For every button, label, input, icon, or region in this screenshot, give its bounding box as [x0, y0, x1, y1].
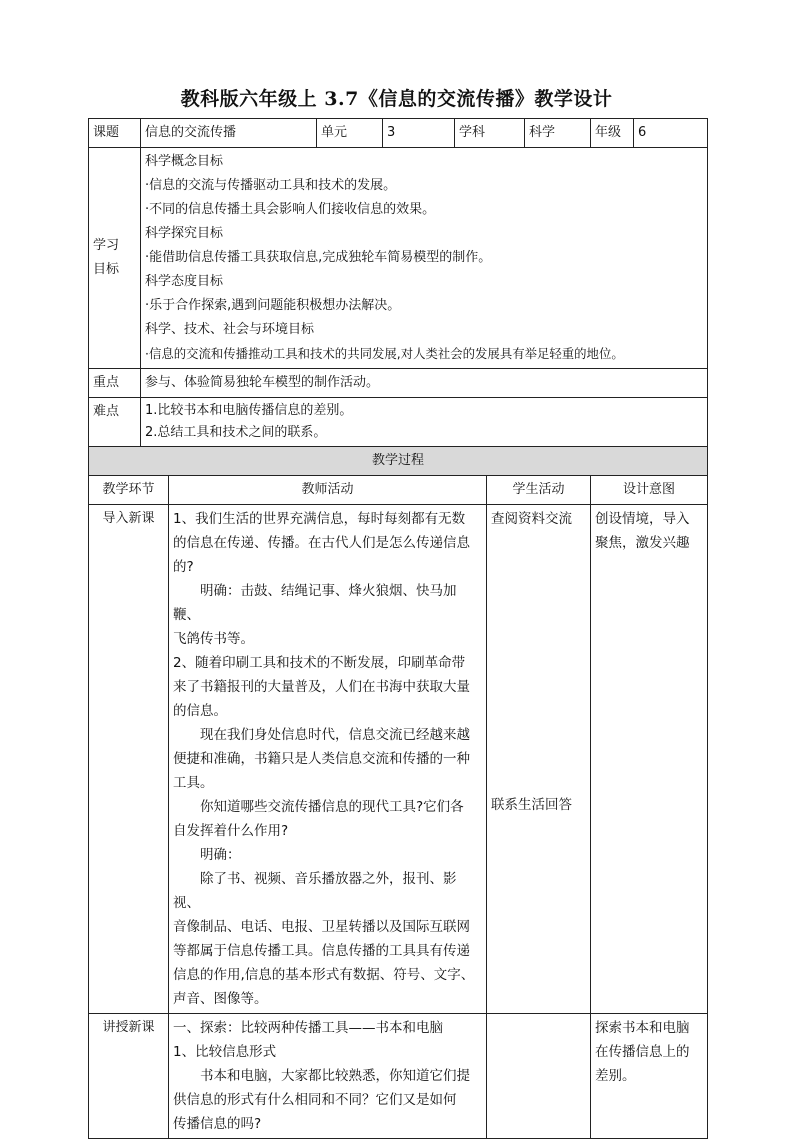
- design-line: 创设情境，导入: [595, 511, 690, 527]
- objective-line: ·信息的交流和传播推动工具和技术的共同发展,对人类社会的发展具有举足轻重的地位。: [145, 346, 624, 361]
- subject-value: 科学: [525, 119, 591, 148]
- intro-row: [89, 505, 708, 1014]
- objectives-label: [89, 148, 141, 369]
- teacher-line: 的信息在传递、传播。在古代人们是怎么传递信息: [173, 535, 470, 551]
- student-activity-1: 查阅资料交流: [491, 511, 573, 527]
- key-point-label: 重点: [89, 369, 141, 398]
- lecture-row: [89, 1014, 708, 1139]
- process-section-row: [89, 447, 708, 476]
- student-activity-2: 联系生活回答: [491, 797, 573, 813]
- grade-value: 6: [634, 119, 708, 148]
- process-section-title: 教学过程: [89, 447, 708, 476]
- teacher-line: 的信息。: [173, 703, 227, 719]
- grade-label: 年级: [591, 119, 634, 148]
- topic-value: 信息的交流传播: [141, 119, 317, 148]
- header-teacher: 教师活动: [169, 476, 487, 505]
- teacher-line: 便捷和准确，书籍只是人类信息交流和传播的一种: [173, 751, 470, 767]
- subject-label: 学科: [455, 119, 525, 148]
- header-design: 设计意图: [591, 476, 708, 505]
- teacher-line: 2、随着印刷工具和技术的不断发展，印刷革命带: [173, 655, 466, 671]
- lecture-student-activity: [487, 1014, 591, 1139]
- intro-student-activity: [487, 505, 591, 1014]
- teacher-line: 你知道哪些交流传播信息的现代工具?它们各: [200, 799, 464, 815]
- design-line: 聚焦，激发兴趣: [595, 535, 690, 551]
- teacher-line: 的?: [173, 559, 194, 575]
- teacher-line: 1、我们生活的世界充满信息，每时每刻都有无数: [173, 511, 466, 527]
- teacher-line: 信息的作用,信息的基本形式有数据、符号、文字、: [173, 967, 475, 983]
- document-title: 教科版六年级上 3.7《信息的交流传播》教学设计: [180, 88, 613, 110]
- difficulty-content: [141, 398, 708, 447]
- design-line: 在传播信息上的: [595, 1044, 690, 1060]
- teacher-line: 除了书、视频、音乐播放器之外，报刊、影视、: [173, 871, 457, 911]
- objectives-label-line1: 学习: [93, 238, 120, 253]
- teacher-line: 书本和电脑，大家都比较熟悉，你知道它们提: [200, 1068, 470, 1084]
- objective-line: ·能借助信息传播工具获取信息,完成独轮车简易模型的制作。: [145, 250, 492, 265]
- key-point-row: [89, 369, 708, 398]
- objectives-content: [141, 148, 708, 369]
- info-row: [89, 119, 708, 148]
- teacher-line: 现在我们身处信息时代，信息交流已经越来越: [200, 727, 470, 743]
- objective-line: 科学探究目标: [145, 226, 224, 241]
- teacher-line: 等都属于信息传播工具。信息传播的工具具有传递: [173, 943, 470, 959]
- intro-stage: 导入新课: [89, 505, 169, 1014]
- teacher-line: 供信息的形式有什么相同和不同？它们又是如何: [173, 1092, 457, 1108]
- teacher-line: 自发挥着什么作用?: [173, 823, 289, 839]
- objective-line: 科学概念目标: [145, 154, 224, 169]
- teacher-line: 飞鸽传书等。: [173, 631, 254, 647]
- objective-line: 科学、技术、社会与环境目标: [145, 322, 315, 337]
- objectives-row: [89, 148, 708, 369]
- teacher-line: 声音、图像等。: [173, 991, 268, 1007]
- key-point-text: 参与、体验简易独轮车模型的制作活动。: [141, 369, 708, 398]
- design-line: 差别。: [595, 1068, 636, 1084]
- header-stage: 教学环节: [89, 476, 169, 505]
- topic-label: 课题: [89, 119, 141, 148]
- lecture-teacher-activity: [169, 1014, 487, 1139]
- difficulty-row: [89, 398, 708, 447]
- difficulty-line: 1.比较书本和电脑传播信息的差别。: [145, 403, 353, 418]
- objectives-label-line2: 目标: [93, 262, 120, 277]
- process-header-row: [89, 476, 708, 505]
- difficulty-line: 2.总结工具和技术之间的联系。: [145, 425, 327, 440]
- lecture-stage: 讲授新课: [89, 1014, 169, 1139]
- objective-line: ·信息的交流与传播驱动工具和技术的发展。: [145, 178, 397, 193]
- teacher-line: 1、比较信息形式: [173, 1044, 277, 1060]
- unit-value: 3: [383, 119, 455, 148]
- objective-line: 科学态度目标: [145, 274, 224, 289]
- lesson-plan-table: [88, 118, 708, 1139]
- intro-teacher-activity: [169, 505, 487, 1014]
- teacher-line: 明确：击鼓、结绳记事、烽火狼烟、快马加鞭、: [173, 583, 457, 623]
- design-line: 探索书本和电脑: [595, 1020, 690, 1036]
- header-student: 学生活动: [487, 476, 591, 505]
- lecture-design-intent: [591, 1014, 708, 1139]
- difficulty-label: 难点: [89, 398, 141, 447]
- objective-line: ·乐于合作探索,遇到问题能积极想办法解决。: [145, 298, 401, 313]
- teacher-line: 传播信息的吗?: [173, 1116, 262, 1132]
- teacher-line: 明确：: [200, 847, 241, 863]
- objective-line: ·不同的信息传播土具会影响人们接收信息的效果。: [145, 202, 436, 217]
- teacher-line: 音像制品、电话、电报、卫星转播以及国际互联网: [173, 919, 470, 935]
- intro-design-intent: [591, 505, 708, 1014]
- unit-label: 单元: [317, 119, 383, 148]
- teacher-line: 工具。: [173, 775, 214, 791]
- teacher-line: 一、探索：比较两种传播工具——书本和电脑: [173, 1020, 443, 1036]
- teacher-line: 来了书籍报刊的大量普及，人们在书海中获取大量: [173, 679, 470, 695]
